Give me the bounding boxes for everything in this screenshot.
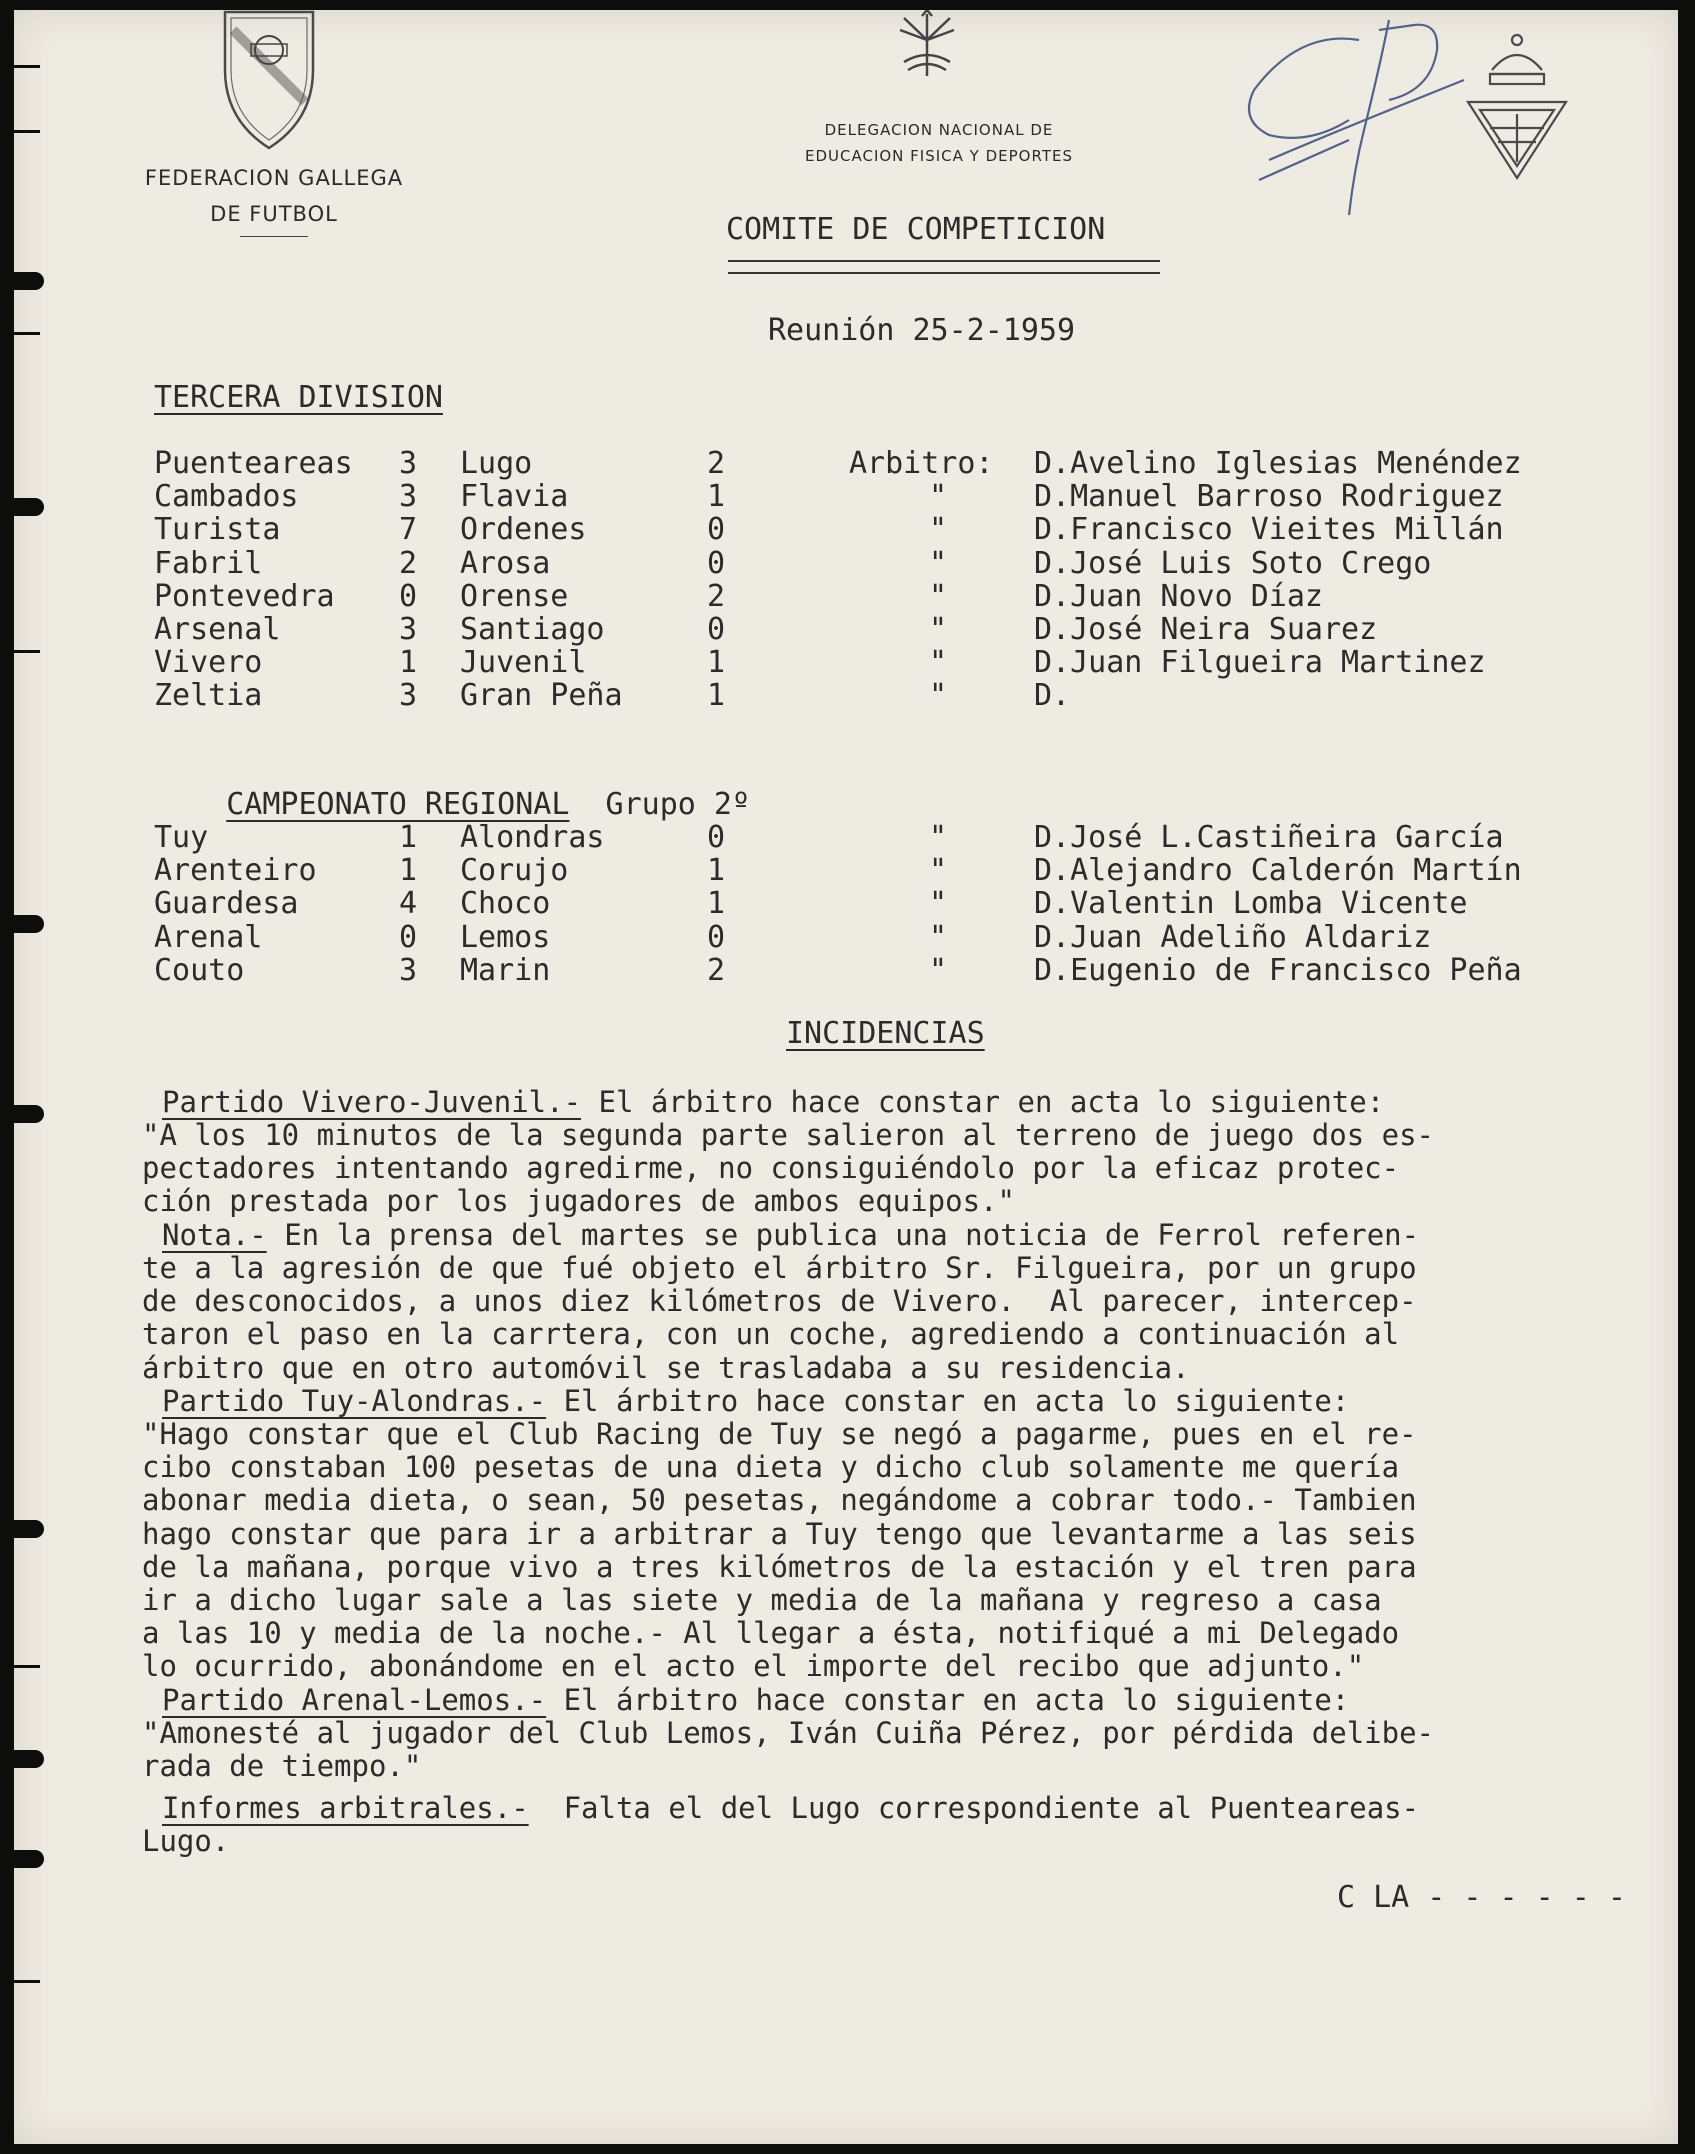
incident-tuy-alondras-body: "Hago constar que el Club Racing de Tuy se negó a pagarme, pues en el re- cibo constaban 100 pesetas de una dieta y dicho club solamente me quería abonar media dieta, o sean, 50 pesetas, negándome a cobrar todo.- Tambien hago constar que para ir a arbitrar a Tuy tengo que levantarme a las seis de la mañana, porque vivo a tres kilómetros de la estación y el tren para ir a dicho lugar sale a las siete y media de la mañana y regreso a casa a las 10 y media de la noche.- Al llegar a ésta, notifiqué a mi Delegado lo ocurrido, abonándome en el acto el importe del recibo que adjunto." <box>142 1417 1417 1684</box>
home-score: 0 <box>399 919 418 955</box>
home-team: Arenteiro <box>154 853 317 889</box>
away-score: 1 <box>707 886 726 922</box>
away-team: Alondras <box>460 820 605 855</box>
punch-mark <box>14 1105 44 1123</box>
ditto-mark: " <box>929 853 948 889</box>
home-score: 4 <box>399 886 418 922</box>
ditto-mark: " <box>929 886 948 922</box>
referee-name: D.Manuel Barroso Rodriguez <box>1034 479 1504 515</box>
home-score: 1 <box>399 820 418 855</box>
referee-name: D.José Luis Soto Crego <box>1034 545 1432 581</box>
ditto-mark: " <box>929 820 948 855</box>
match-row <box>154 953 1654 986</box>
home-score: 3 <box>399 479 418 515</box>
home-score: 3 <box>399 678 418 714</box>
home-score: 7 <box>399 512 418 548</box>
nota-lead-text: En la prensa del martes se publica una noticia de Ferrol referen- <box>266 1218 1420 1252</box>
home-team: Vivero <box>154 645 263 681</box>
away-team: Arosa <box>460 545 551 581</box>
incident-label: Partido Arenal-Lemos.- <box>162 1683 547 1717</box>
incident-label: Partido Tuy-Alondras.- <box>162 1384 547 1418</box>
tercera-division-heading: TERCERA DIVISION <box>154 380 443 415</box>
delegation-name <box>774 117 1104 169</box>
punch-mark <box>14 650 40 653</box>
incident-lead-text: El árbitro hace constar en acta lo siguiente: <box>546 1384 1350 1418</box>
match-row <box>154 512 1654 548</box>
away-score: 1 <box>707 645 726 681</box>
punch-mark <box>14 130 40 133</box>
home-score: 2 <box>399 545 418 581</box>
away-score: 1 <box>707 479 726 515</box>
referee-name: D.Alejandro Calderón Martín <box>1034 853 1522 889</box>
incident-arenal-lemos-body: "Amonesté al jugador del Club Lemos, Iván Cuiña Pérez, por pérdida delibe- rada de tiempo." <box>142 1716 1435 1784</box>
match-row <box>154 612 1654 645</box>
referee-name: D.Valentin Lomba Vicente <box>1034 886 1468 922</box>
punch-mark <box>14 498 44 516</box>
away-score: 1 <box>707 853 726 889</box>
tercera-division-results <box>154 446 1654 716</box>
yoke-arrows-emblem-icon <box>892 10 962 90</box>
home-team: Turista <box>154 512 281 548</box>
away-team: Marin <box>460 952 551 988</box>
away-team: Gran Peña <box>460 678 623 714</box>
away-team: Lugo <box>460 446 533 481</box>
away-score: 0 <box>707 512 726 548</box>
match-row <box>154 579 1654 612</box>
punch-mark <box>14 1665 40 1668</box>
ditto-mark: " <box>929 952 948 988</box>
incident-lead-text: El árbitro hace constar en acta lo siguiente: <box>546 1683 1350 1717</box>
ditto-mark: " <box>929 578 948 614</box>
incidencias-heading: INCIDENCIAS <box>786 1016 985 1051</box>
punch-mark <box>14 1980 40 1983</box>
away-team: Santiago <box>460 612 605 647</box>
nota-body: te a la agresión de que fué objeto el árbitro Sr. Filgueira, por un grupo de desconocidos, a unos diez kilómetros de Vivero. Al parecer, intercep- taron el paso en la carrtera, con un coche, agrediendo a continuación al árbitro que en otro automóvil se trasladaba a su residencia. <box>142 1251 1417 1385</box>
away-team: Lemos <box>460 919 551 955</box>
match-row <box>154 920 1654 953</box>
home-team: Puenteareas <box>154 446 353 481</box>
punch-mark <box>14 915 44 933</box>
home-team: Arsenal <box>154 612 281 647</box>
incident-tuy-alondras-lead <box>162 1385 1678 1418</box>
referee-name: D.Juan Adeliño Aldariz <box>1034 919 1432 955</box>
punch-mark <box>14 1850 44 1868</box>
incident-lead-text: El árbitro hace constar en acta lo siguiente: <box>581 1085 1385 1119</box>
home-score: 3 <box>399 612 418 647</box>
referee-name: D.Eugenio de Francisco Peña <box>1034 952 1522 988</box>
home-team: Pontevedra <box>154 578 335 614</box>
federation-name <box>109 160 439 237</box>
away-team: Juvenil <box>460 645 587 681</box>
ditto-mark: " <box>929 479 948 515</box>
match-row <box>154 479 1654 515</box>
away-score: 0 <box>707 612 726 647</box>
home-score: 3 <box>399 952 418 988</box>
punch-mark <box>14 65 40 68</box>
nota-lead <box>162 1219 1678 1252</box>
federation-shield-icon <box>221 10 317 150</box>
away-team: Ordenes <box>460 512 587 548</box>
referee-name: D.Juan Novo Díaz <box>1034 578 1323 614</box>
home-team: Zeltia <box>154 678 263 714</box>
home-score: 1 <box>399 645 418 681</box>
match-row <box>154 645 1654 681</box>
away-team: Corujo <box>460 853 569 889</box>
match-row <box>154 820 1654 853</box>
punch-mark <box>14 272 44 290</box>
match-row <box>154 886 1654 922</box>
document-page <box>14 10 1678 2144</box>
match-row <box>154 678 1654 714</box>
informes-lead-text: Falta el del Lugo correspondiente al Puenteareas- <box>528 1791 1420 1825</box>
away-score: 1 <box>707 678 726 714</box>
home-team: Arenal <box>154 919 263 955</box>
regional-results <box>154 820 1654 990</box>
ditto-mark: " <box>929 645 948 681</box>
home-score: 0 <box>399 578 418 614</box>
nota-label: Nota.- <box>162 1218 267 1252</box>
away-team: Choco <box>460 886 551 922</box>
ditto-mark: " <box>929 678 948 714</box>
away-score: 0 <box>707 545 726 581</box>
away-score: 0 <box>707 919 726 955</box>
incident-vivero-juvenil-lead <box>162 1086 1678 1119</box>
away-score: 0 <box>707 820 726 855</box>
home-team: Guardesa <box>154 886 299 922</box>
delegation-line-2: EDUCACION FISICA Y DEPORTES <box>805 147 1073 165</box>
away-score: 2 <box>707 446 726 481</box>
referee-name: D.José Neira Suarez <box>1034 612 1378 647</box>
home-team: Cambados <box>154 479 299 515</box>
federation-line-1: FEDERACION GALLEGA <box>144 166 404 190</box>
match-row <box>154 546 1654 579</box>
informes-lead <box>162 1792 1678 1825</box>
incident-arenal-lemos-lead <box>162 1684 1678 1717</box>
document-title: COMITE DE COMPETICION <box>726 212 1106 247</box>
away-team: Flavia <box>460 479 569 515</box>
away-score: 2 <box>707 952 726 988</box>
match-row <box>154 446 1654 479</box>
informes-label: Informes arbitrales.- <box>162 1791 529 1825</box>
signature-scribble <box>1239 10 1469 225</box>
delegation-line-1: DELEGACION NACIONAL DE <box>824 121 1054 139</box>
home-team: Tuy <box>154 820 209 855</box>
punch-mark <box>14 332 40 335</box>
incident-label: Partido Vivero-Juvenil.- <box>162 1085 582 1119</box>
referee-name: D.Avelino Iglesias Menéndez <box>1034 446 1522 481</box>
regional-heading: CAMPEONATO REGIONAL <box>226 787 570 822</box>
ditto-mark: " <box>929 919 948 955</box>
federation-line-2: DE FUTBOL <box>210 202 338 226</box>
away-team: Orense <box>460 578 569 614</box>
regional-group: Grupo 2º <box>605 787 751 822</box>
referee-name: D.José L.Castiñeira García <box>1034 820 1504 855</box>
ditto-mark: " <box>929 512 948 548</box>
divider <box>240 236 308 237</box>
footer-initials: C LA - - - - - - <box>1337 1880 1626 1915</box>
punch-mark <box>14 1750 44 1768</box>
referee-name: D.Juan Filgueira Martinez <box>1034 645 1486 681</box>
home-score: 1 <box>399 853 418 889</box>
referee-label: Arbitro: <box>849 446 994 481</box>
incident-vivero-juvenil-body: "A los 10 minutos de la segunda parte salieron al terreno de juego dos es- pectadores intentando agredirme, no consiguiéndolo por la eficaz protec- ción prestada por los jugadores de ambos equipos." <box>142 1118 1435 1219</box>
ditto-mark: " <box>929 545 948 581</box>
home-team: Couto <box>154 952 245 988</box>
home-team: Fabril <box>154 545 263 581</box>
home-score: 3 <box>399 446 418 481</box>
informes-body: Lugo. <box>142 1824 230 1858</box>
meeting-date: Reunión 25-2-1959 <box>768 313 1076 348</box>
referee-name: D.Francisco Vieites Millán <box>1034 512 1504 548</box>
referee-name: D. <box>1034 678 1071 714</box>
match-row <box>154 853 1654 889</box>
ditto-mark: " <box>929 612 948 647</box>
punch-mark <box>14 1520 44 1538</box>
crowned-crest-icon <box>1462 30 1572 190</box>
away-score: 2 <box>707 578 726 614</box>
title-double-rule <box>728 260 1160 274</box>
